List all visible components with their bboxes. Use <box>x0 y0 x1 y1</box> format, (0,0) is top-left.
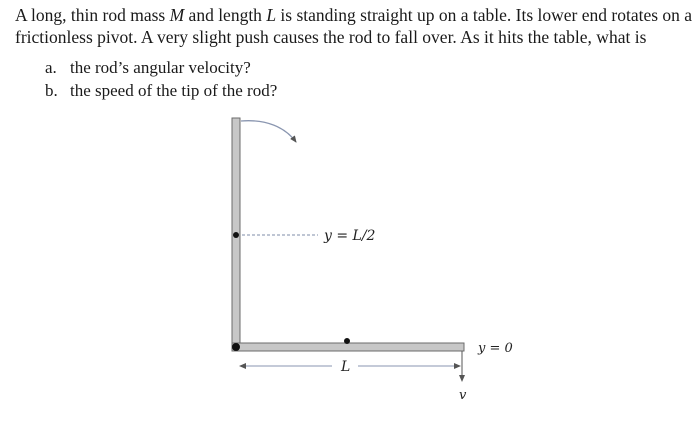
center-of-mass-dot-horizontal <box>344 338 350 344</box>
mass-variable: M <box>169 5 185 25</box>
problem-line-1: A long, thin rod mass M and length L is standing straight up on a table. Its lower end rotates on a <box>15 5 693 25</box>
fallen-rod <box>232 343 464 351</box>
problem-line-2: frictionless pivot. A very slight push causes the rod to fall over. As it hits the table, what is <box>15 27 647 47</box>
center-of-mass-label: y = L/2 <box>324 228 376 244</box>
question-a-text: the rod’s angular velocity? <box>70 58 251 77</box>
length-variable: L <box>266 5 277 25</box>
question-a-label: a. <box>45 58 57 77</box>
pivot-dot <box>232 343 240 351</box>
question-b-text: the speed of the tip of the rod? <box>70 81 278 100</box>
length-label: L <box>341 359 351 375</box>
rotation-arrow <box>241 121 296 142</box>
ground-label: y = 0 <box>478 341 513 356</box>
question-b-label: b. <box>45 81 58 100</box>
center-of-mass-dot-vertical <box>233 232 239 238</box>
velocity-label: v <box>459 388 467 403</box>
